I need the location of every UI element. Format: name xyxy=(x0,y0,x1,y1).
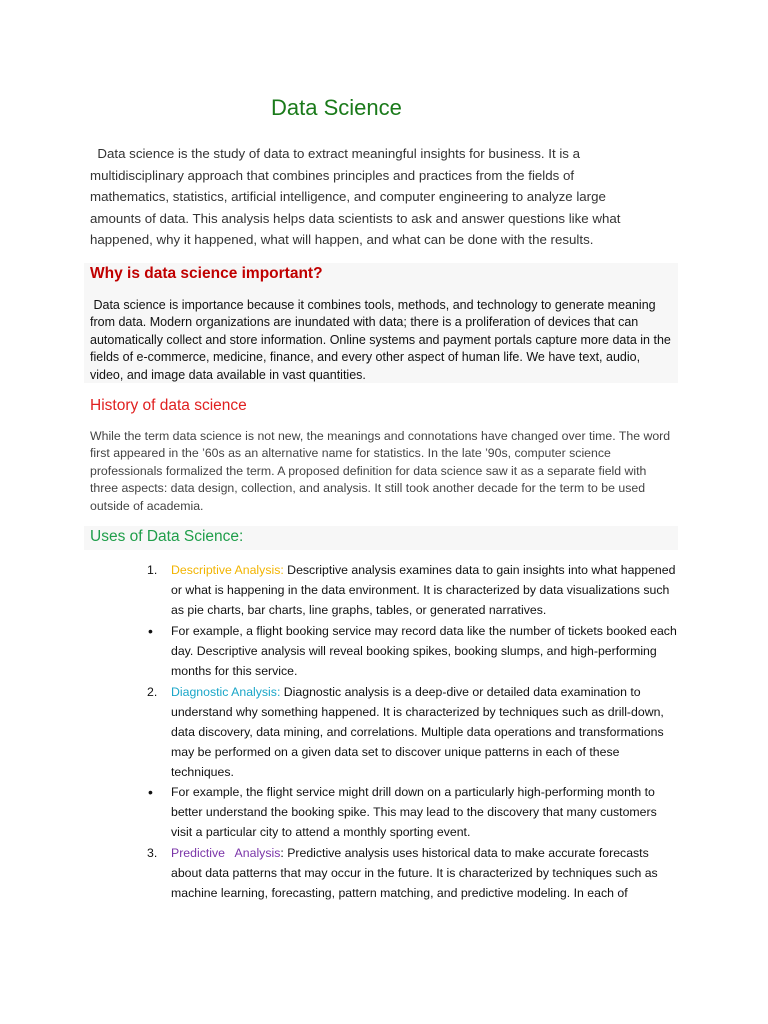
diagnostic-label: Diagnostic Analysis: xyxy=(171,685,281,699)
list-item-diagnostic xyxy=(147,682,679,782)
list-item-example-diagnostic xyxy=(148,782,679,842)
list-item-text: : Predictive analysis uses historical data to make accurate forecasts about data patterns that may occur in the future. It is characterized by techniques such as machine learning, forecasting, pattern matching, and predictive modeling. In each of xyxy=(171,846,658,900)
intro-paragraph: Data science is the study of data to extract meaningful insights for business. It is a multidisciplinary approach that combines principles and practices from the fields of mathematics, statistics, artificial intelligence, and computer engineering to analyze large amounts of data. This analysis helps data scientists to ask and answer questions like what happened, why it happened, what will happen, and what can be done with the results. xyxy=(90,146,621,248)
important-heading: Why is data science important? xyxy=(90,265,323,282)
list-number: 1. xyxy=(147,563,158,577)
page-title: Data Science xyxy=(271,95,402,120)
list-number: 2. xyxy=(147,685,158,699)
list-item-example-descriptive xyxy=(148,621,679,681)
list-item-text: For example, the flight service might drill down on a particularly high-performing month to better understand the booking spike. This may lead to the discovery that many customers visit a particular city to attend a monthly sporting event. xyxy=(171,785,657,839)
bullet-icon: • xyxy=(148,784,153,800)
uses-heading: Uses of Data Science: xyxy=(90,528,244,545)
list-item-descriptive xyxy=(147,560,679,620)
list-item-text: Descriptive analysis examines data to gain insights into what happened or what is happening in the data environment. It is characterized by data visualizations such as pie charts, bar charts, line graphs, tables, or generated narratives. xyxy=(171,563,676,617)
predictive-label: Predictive Analysis xyxy=(171,846,281,860)
important-paragraph: Data science is importance because it combines tools, methods, and technology to generate meaning from data. Modern organizations are inundated with data; there is a proliferation of devices that can automatically collect and store information. Online systems and payment portals capture more data in the fields of e-commerce, medicine, finance, and every other aspect of human life. We have text, audio, video, and image data available in vast quantities. xyxy=(90,298,671,382)
list-item-text: For example, a flight booking service may record data like the number of tickets booked each day. Descriptive analysis will reveal booking spikes, booking slumps, and high-performing months for this service. xyxy=(171,624,677,678)
descriptive-label: Descriptive Analysis: xyxy=(171,563,284,577)
history-heading: History of data science xyxy=(90,397,247,414)
history-paragraph: While the term data science is not new, the meanings and connotations have changed over time. The word first appeared in the ’60s as an alternative name for statistics. In the late ’90s, computer science professionals formalized the term. A proposed definition for data science saw it as a separate field with three aspects: data design, collection, and analysis. It still took another decade for the term to be used outside of academia. xyxy=(90,429,671,513)
list-number: 3. xyxy=(147,846,158,860)
bullet-icon: • xyxy=(148,623,153,639)
list-item-text: Diagnostic analysis is a deep-dive or detailed data examination to understand why something happened. It is characterized by techniques such as drill-down, data discovery, data mining, and correlations. Multiple data operations and transformations may be performed on a given data set to discover unique patterns in each of these techniques. xyxy=(171,685,664,779)
list-item-predictive xyxy=(147,843,679,903)
